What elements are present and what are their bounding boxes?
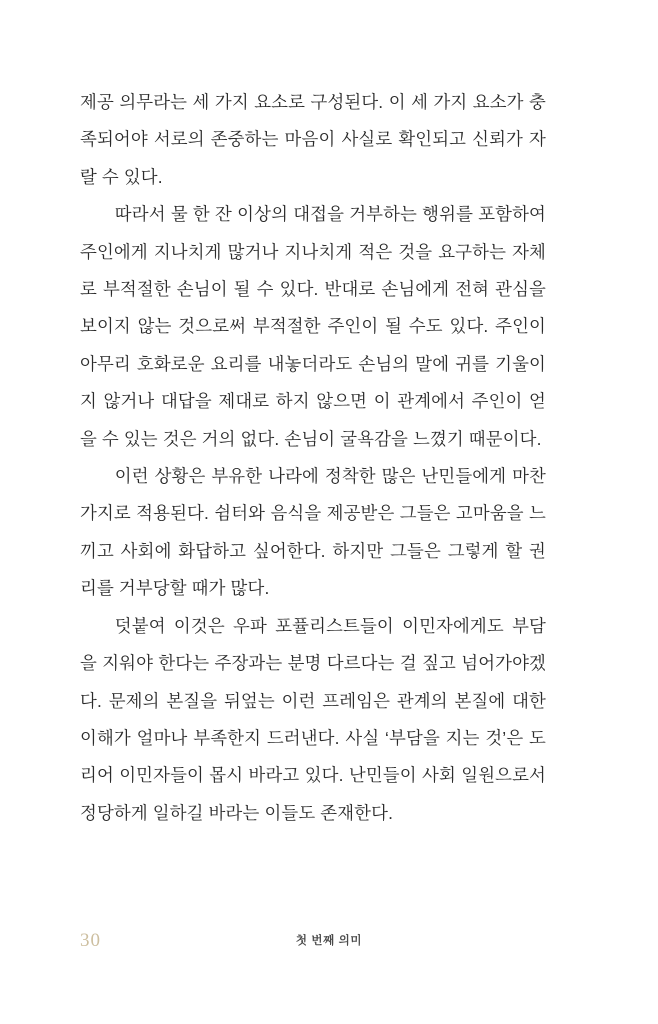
page-footer — [0, 928, 658, 962]
body-text-block — [80, 84, 546, 832]
paragraph-2: 따라서 물 한 잔 이상의 대접을 거부하는 행위를 포함하여 주인에게 지나치게 많거나 지나치게 적은 것을 요구하는 자체로 부적절한 손님이 될 수 있다. 반대로 손님에게 전혀 관심을 보이지 않는 것으로써 부적절한 주인이 될 수도 있다. 주인이 아무리 호화로운 요리를 내놓더라도 손님의 말에 귀를 기울이지 않거나 대답을 제대로 하지 않으면 이 관계에서 주인이 얻을 수 있는 것은 거의 없다. 손님이 굴욕감을 느꼈기 때문이다. — [80, 204, 546, 449]
paragraph-4: 덧붙여 이것은 우파 포퓰리스트들이 이민자에게도 부담을 지워야 한다는 주장과는 분명 다르다는 걸 짚고 넘어가야겠다. 문제의 본질을 뒤엎는 이런 프레임은 관계의 본질에 대한 이해가 얼마나 부족한지 드러낸다. 사실 ‘부담을 지는 것’은 도리어 이민자들이 몹시 바라고 있다. 난민들이 사회 일원으로서 정당하게 일하길 바라는 이들도 존재한다. — [80, 615, 546, 823]
page-number: 30 — [80, 930, 101, 951]
running-head: 첫 번째 의미 — [295, 935, 363, 947]
paragraph-3: 이런 상황은 부유한 나라에 정착한 많은 난민들에게 마찬가지로 적용된다. 쉼터와 음식을 제공받은 그들은 고마움을 느끼고 사회에 화답하고 싶어한다. 하지만 그들은 그렇게 할 권리를 거부당할 때가 많다. — [80, 466, 546, 599]
paragraph-1: 제공 의무라는 세 가지 요소로 구성된다. 이 세 가지 요소가 충족되어야 서로의 존중하는 마음이 사실로 확인되고 신뢰가 자랄 수 있다. — [80, 92, 546, 187]
